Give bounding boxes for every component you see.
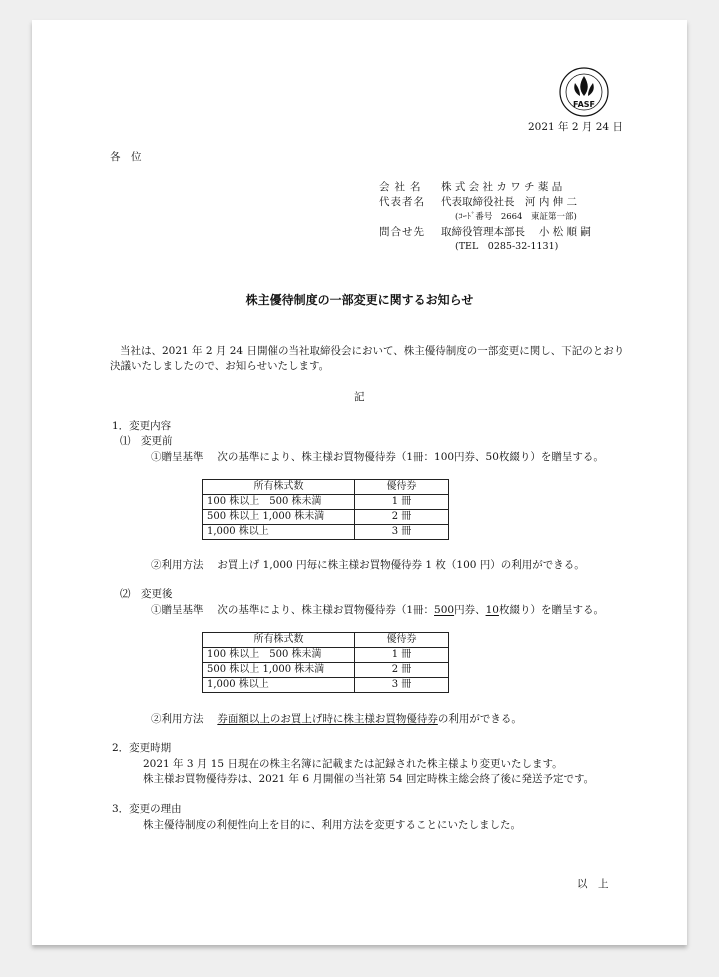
before-usage: ②利用方法 お買上げ 1,000 円毎に株主様お買物優待券 1 枚（100 円）の利用ができる。 xyxy=(151,559,585,571)
section-2-line-1: 2021 年 3 月 15 日現在の株主名簿に記載または記録された株主様より変更いたします。 xyxy=(143,758,563,770)
coupons-cell: 1 冊 xyxy=(355,648,449,663)
coupons-cell: 1 冊 xyxy=(355,495,449,510)
coupons-cell: 3 冊 xyxy=(355,525,449,540)
section-3-heading: 3．変更の理由 xyxy=(112,803,182,815)
company-name: 株 式 会 社 カ ワ チ 薬 品 xyxy=(441,181,563,193)
header-coupons: 優待券 xyxy=(355,633,449,648)
shares-cell: 100 株以上 500 株未満 xyxy=(203,495,355,510)
shares-cell: 500 株以上 1,000 株未満 xyxy=(203,663,355,678)
section-3-line-1: 株主優待制度の利便性向上を目的に、利用方法を変更することにいたしました。 xyxy=(143,819,521,831)
coupons-cell: 2 冊 xyxy=(355,510,449,525)
after-usage: ②利用方法 券面額以上のお買上げ時に株主様お買物優待券の利用ができる。 xyxy=(151,713,522,725)
table-row xyxy=(203,678,449,693)
changed-value-500: 500 xyxy=(434,604,455,616)
fasf-seal-icon xyxy=(558,66,610,118)
contact-person: 取締役管理本部長 小 松 順 嗣 xyxy=(441,226,591,238)
representative-label: 代表者名 xyxy=(379,196,425,208)
shares-cell: 500 株以上 1,000 株未満 xyxy=(203,510,355,525)
document-page xyxy=(32,20,687,945)
coupons-cell: 2 冊 xyxy=(355,663,449,678)
intro-line-2: 決議いたしましたので、お知らせいたします。 xyxy=(110,360,330,372)
changed-value-10: 10 xyxy=(485,604,499,616)
closing-mark: 以 上 xyxy=(577,878,609,890)
shares-cell: 1,000 株以上 xyxy=(203,678,355,693)
stock-code: (ｺｰﾄﾞ番号 2664 東証第一部) xyxy=(455,212,577,222)
shares-cell: 1,000 株以上 xyxy=(203,525,355,540)
header-coupons: 優待券 xyxy=(355,480,449,495)
telephone: (TEL 0285-32-1131) xyxy=(455,241,559,252)
document-date: 2021 年 2 月 24 日 xyxy=(528,121,623,133)
header-shares: 所有株式数 xyxy=(203,633,355,648)
table-row xyxy=(203,648,449,663)
table-row xyxy=(203,495,449,510)
section-1-heading: 1．変更内容 xyxy=(112,420,172,432)
ki-mark: 記 xyxy=(354,391,365,403)
document-title: 株主優待制度の一部変更に関するお知らせ xyxy=(245,293,474,307)
coupons-cell: 3 冊 xyxy=(355,678,449,693)
after-table xyxy=(202,632,449,693)
section-2-heading: 2．変更時期 xyxy=(112,742,172,754)
before-table xyxy=(202,479,449,540)
table-row xyxy=(203,663,449,678)
representative-name: 代表取締役社長 河 内 伸 二 xyxy=(441,196,578,208)
fasf-logo-text: FASF xyxy=(573,100,595,109)
header-shares: 所有株式数 xyxy=(203,480,355,495)
before-criteria: ①贈呈基準 次の基準により、株主様お買物優待券（1冊：100円券、50枚綴り）を贈呈する。 xyxy=(151,451,604,463)
table-header-row xyxy=(203,633,449,648)
contact-label: 問合せ先 xyxy=(379,226,425,238)
after-heading: ⑵ 変更後 xyxy=(120,588,173,600)
after-criteria: ①贈呈基準 次の基準により、株主様お買物優待券（1冊：500円券、10枚綴り）を贈呈する。 xyxy=(151,604,604,616)
intro-line-1: 当社は、2021 年 2 月 24 日開催の当社取締役会において、株主優待制度の一部変更に関し、下記のとおり xyxy=(120,345,625,357)
addressee: 各 位 xyxy=(110,151,142,163)
section-2-line-2: 株主様お買物優待券は、2021 年 6 月開催の当社第 54 回定時株主総会終了後に発送予定です。 xyxy=(143,773,595,785)
table-row xyxy=(203,525,449,540)
table-header-row xyxy=(203,480,449,495)
table-row xyxy=(203,510,449,525)
changed-usage-text: 券面額以上のお買上げ時に株主様お買物優待券 xyxy=(217,713,438,725)
company-label: 会社名 xyxy=(379,181,426,193)
before-heading: ⑴ 変更前 xyxy=(120,435,173,447)
shares-cell: 100 株以上 500 株未満 xyxy=(203,648,355,663)
